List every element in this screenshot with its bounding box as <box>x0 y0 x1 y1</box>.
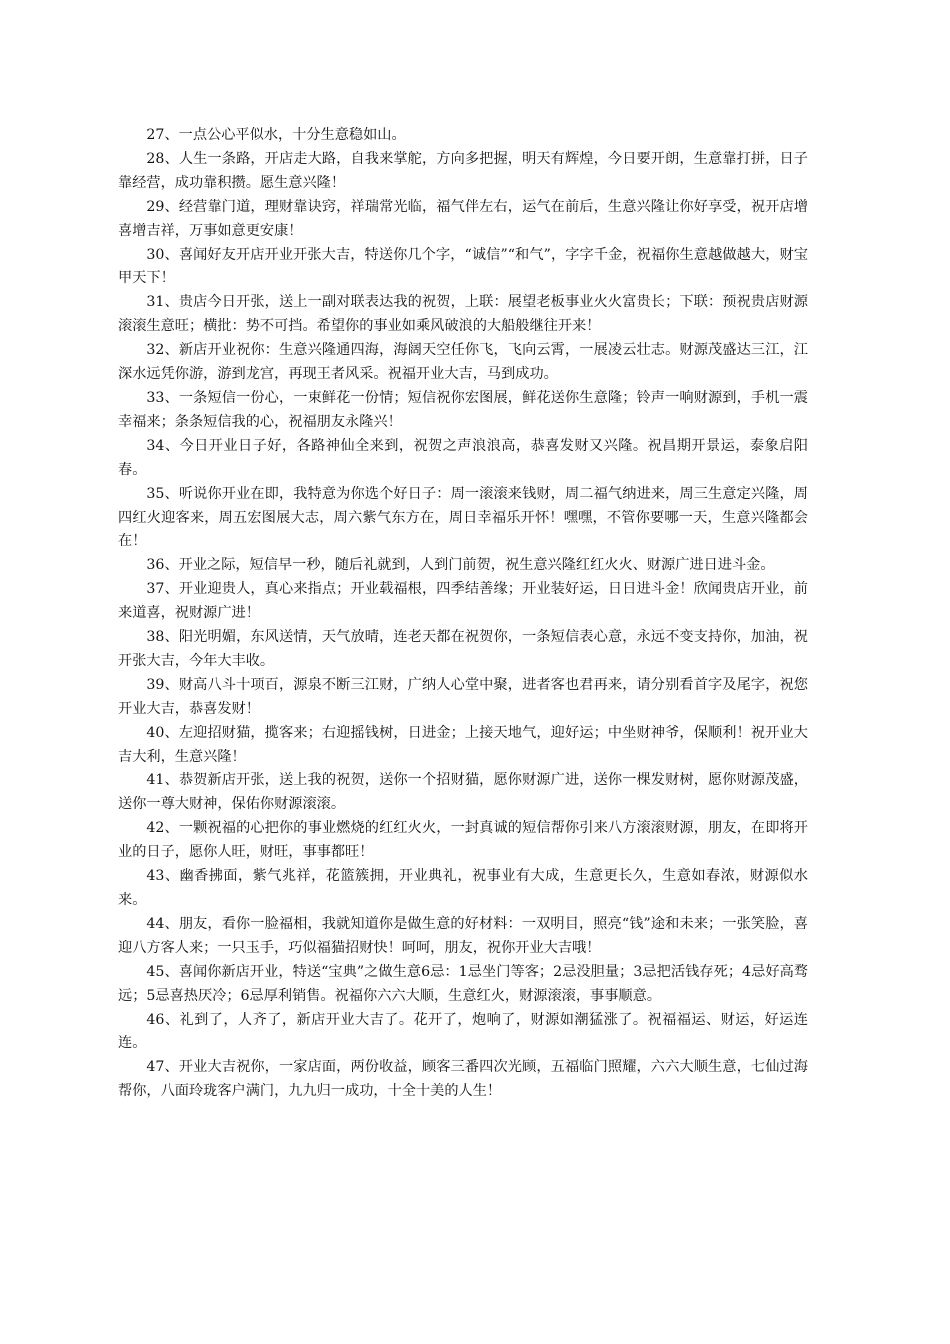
paragraph-37: 37、开业迎贵人，真心来指点；开业载福根，四季结善缘；开业装好运，日日进斗金！欣闻贵店开业，前来道喜，祝财源广进！ <box>118 581 808 622</box>
paragraph-43: 43、幽香拂面，紫气兆祥，花篮簇拥，开业典礼，祝事业有大成，生意更长久，生意如春浓，财源似水来。 <box>118 868 808 908</box>
paragraph-36: 36、开业之际，短信早一秒，随后礼就到，人到门前贺，祝生意兴隆红红火火、财源广进日进斗金。 <box>146 557 775 574</box>
paragraph-41: 41、恭贺新店开张，送上我的祝贺，送你一个招财猫，愿你财源广进，送你一棵发财树，愿你财源茂盛，送你一尊大财神，保佑你财源滚滚。 <box>118 772 808 813</box>
paragraph-31: 31、贵店今日开张，送上一副对联表达我的祝贺，上联：展望老板事业火火富贵长；下联：预祝贵店财源滚滚生意旺；横批：势不可挡。希望你的事业如乘风破浪的大船般继往开来！ <box>118 294 808 335</box>
paragraph-45: 45、喜闻你新店开业，特送“宝典”之做生意6忌：1忌坐门等客；2忌没胆量；3忌把活钱存死；4忌好高骛远；5忌喜热厌冷；6忌厚利销售。祝福你六六大顺，生意红火，财源滚滚，事事顺意。 <box>118 963 808 1004</box>
paragraph-30: 30、喜闻好友开店开业开张大吉，特送你几个字，“诚信”“和气”，字字千金，祝福你生意越做越大，财宝甲天下！ <box>118 246 808 287</box>
paragraph-44: 44、朋友，看你一脸福相，我就知道你是做生意的好材料：一双明目，照亮“钱”途和未来；一张笑脸，喜迎八方客人来；一只玉手，巧似福猫招财快！呵呵，朋友，祝你开业大吉哦！ <box>118 915 808 956</box>
paragraph-32: 32、新店开业祝你：生意兴隆通四海，海阔天空任你飞，飞向云霄，一展凌云壮志。财源茂盛达三江，江深水远凭你游，游到龙宫，再现王者风采。祝福开业大吉，马到成功。 <box>118 342 808 383</box>
paragraph-42: 42、一颗祝福的心把你的事业燃烧的红红火火，一封真诚的短信帮你引来八方滚滚财源，朋友，在即将开业的日子，愿你人旺，财旺，事事都旺！ <box>118 820 808 861</box>
paragraph-34: 34、今日开业日子好，各路神仙全来到，祝贺之声浪浪高，恭喜发财又兴隆。祝昌期开景运，泰象启阳春。 <box>118 437 808 478</box>
paragraph-28: 28、人生一条路，开店走大路，自我来掌舵，方向多把握，明天有辉煌，今日要开朗，生意靠打拼，日子靠经营，成功靠积攒。愿生意兴隆！ <box>118 150 808 191</box>
paragraph-27: 27、一点公心平似水，十分生意稳如山。 <box>146 127 406 143</box>
paragraph-33: 33、一条短信一份心，一束鲜花一份情；短信祝你宏图展，鲜花送你生意隆；铃声一响财源到，手机一震幸福来；条条短信我的心，祝福朋友永隆兴！ <box>118 389 808 430</box>
paragraph-38: 38、阳光明媚，东风送情，天气放晴，连老天都在祝贺你，一条短信表心意，永远不变支持你，加油，祝开张大吉，今年大丰收。 <box>118 629 808 669</box>
paragraph-46: 46、礼到了，人齐了，新店开业大吉了。花开了，炮响了，财源如潮猛涨了。祝福福运、财运，好运连连。 <box>118 1011 808 1052</box>
paragraph-47: 47、开业大吉祝你，一家店面，两份收益，顾客三番四次光顾，五福临门照耀，六六大顺生意，七仙过海帮你，八面玲珑客户满门，九九归一成功，十全十美的人生！ <box>118 1059 808 1100</box>
paragraph-40: 40、左迎招财猫，揽客来；右迎摇钱树，日进金；上接天地气，迎好运；中坐财神爷，保顺利！祝开业大吉大利，生意兴隆！ <box>118 724 808 765</box>
document-body <box>118 124 808 1104</box>
paragraph-35: 35、听说你开业在即，我特意为你选个好日子：周一滚滚来钱财，周二福气纳进来，周三生意定兴隆，周四红火迎客来，周五宏图展大志，周六紫气东方在，周日幸福乐开怀！嘿嘿，不管你要哪一天，生意兴隆都会在！ <box>118 485 808 550</box>
paragraph-39: 39、财高八斗十项百，源泉不断三江财，广纳人心堂中聚，进者客也君再来，请分别看首字及尾字，祝您开业大吉，恭喜发财！ <box>118 676 808 717</box>
paragraph-29: 29、经营靠门道，理财靠诀窍，祥瑞常光临，福气伴左右，运气在前后，生意兴隆让你好享受，祝开店增喜增吉祥，万事如意更安康！ <box>118 198 808 239</box>
